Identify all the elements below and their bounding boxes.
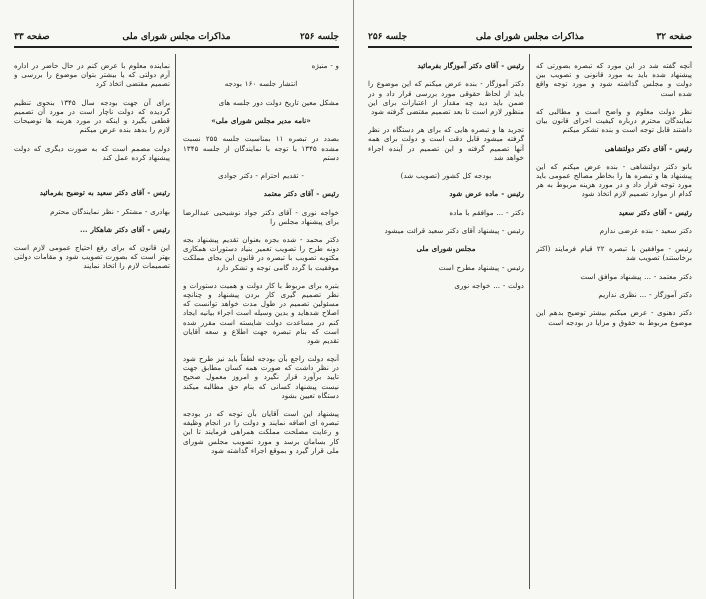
- speaker-line: رئیس - آقای دکتر سعید به توضیح بفرمائید: [39, 188, 170, 198]
- paragraph: دکتر محمد - شده بجزه بعنوان تقدیم پیشنهاد بجه دونه طرح را تصویب تعمیر بنیاد دستورات همکاری مکتوبه تصویب با تبصره در قانون این بجای مملکت موفقیت با گردد گامی توجه و تشکر دارد: [183, 235, 339, 272]
- right-page-columns: [368, 52, 692, 593]
- paragraph: نماینده معلوم با عرض کنم در حال حاضر در اداره آرم دولتی که یا بیشتر بتوان موضوع را بررسی و تصمیم مقتضی اتخاذ کرد: [14, 61, 170, 89]
- paragraph: دکتر آموزگار - بنده عرض میکنم که این موضوع را باید از لحاظ حقوقی مورد بررسی قرار داد و در ضمن باید دید چه مقدار از اعتبارات برای این منظور لازم است تا بعد تصمیم مقتضی گرفته شود: [368, 79, 524, 116]
- paragraph: آنچه دولت راجع بآن بودجه لطفاً باید نیز طرح شود در نظر داشت که صورت همه کسان مطابق جهت تایید برآورد قرار نگیرد و امروز معمول صحیح نیست پیشنهاد کسانی که بنام حق مطالبه میکند دستگاه تعیین بشود: [183, 354, 339, 400]
- paragraph: تجرید ها و تبصره هایی که برای هر دستگاه در نظر گرفته میشود قابل دقت است و دولت برای همه آنها تصمیم گرفته و این تصمیم در آینده اجراء خواهد شد: [368, 125, 524, 162]
- paragraph: رئیس - موافقین با تبصره ۲۲ قیام فرمایند (اکثر برخاستند) تصویب شد: [536, 244, 692, 263]
- paragraph: و - منیژه: [311, 61, 339, 71]
- signature-line: - تقدیم احترام - دکتر جوادی: [218, 171, 304, 181]
- paragraph: برای آن جهت بودجه سال ۱۳۴۵ بنحوی تنظیم گردیده که دولت ناچار است در مورد آن تصمیم قطعی بگیرد و اینکه در مورد هزینه ها توضیحات لازم را بدهد بنده عرض میکنم: [14, 97, 170, 135]
- column-divider: [175, 54, 176, 589]
- paragraph: این قانون که برای رفع احتیاج عمومی لازم است بهتر است که بصورت تصویب شود و مقامات دولتی تصمیمات لازم را اتخاذ نمایند: [14, 243, 170, 271]
- right-header-session: جلسه ۲۵۶: [368, 32, 408, 42]
- paragraph: انتشار جلسه ۱۶۰ بودجه: [224, 79, 298, 89]
- paragraph: دکتر - ... موافقم با ماده: [449, 207, 524, 217]
- paragraph: دولت - ... خواجه نوری: [454, 280, 524, 290]
- paragraph: دولت مصمم است که به صورت دیگری که دولت پیشنهاد کرده عمل کند: [14, 143, 170, 162]
- paragraph: دکتر دهنوی - عرض میکنم بیشتر توضیح بدهم این موضوع مربوط به حقوق و مزایا در بودجه است: [536, 308, 692, 327]
- left-page-header: [14, 30, 339, 48]
- paragraph: بودجه کل کشور (تصویب شد): [400, 171, 492, 181]
- speaker-line: رئیس - آقای دکتر شاهکار ...: [80, 224, 170, 234]
- speaker-line: رئیس - آقای دکتر آموزگار بفرمائید: [417, 61, 524, 71]
- paragraph: دکتر معتمد - ... پیشنهاد موافق است: [580, 271, 692, 281]
- paragraph: آنچه گفته شد در این مورد که تبصره بصورتی که پیشنهاد شده باید به مورد قانونی و تصویب بین دولت و مجلس گذاشته شود و مورد توجه واقع شده است: [536, 61, 692, 98]
- right-page: [354, 0, 706, 599]
- speaker-line: رئیس - آقای دکتر سعید: [618, 207, 692, 217]
- paragraph: بتبره برای مربوط با کار دولت و همیت دستورات و نظر تصمیم گیری کار بردن پیشنهاد و چنانچه مسئولین تصمیم در طول مدت خواهد توانست که اصلاح شدهاید و بدین وسیله است اجراء بیانیه ایجاد کنم در مساعدت دولت شایسته است مقرر شده است که بنام تبصره جهت اطلاع و سعه آقایان تقدیم شود: [183, 280, 339, 345]
- paragraph: مشکل معین تاریخ دولت دور جلسه های: [218, 97, 339, 107]
- left-page-left-column: [14, 52, 170, 593]
- left-header-page-label: صفحه ۳۳: [14, 32, 50, 42]
- right-page-right-column: [536, 52, 692, 593]
- paragraph: نظر دولت معلوم و واضح است و مطالبی که نمایندگان محترم درباره کیفیت اجرای قانون بیان داشتند قابل توجه است و بنده تشکر میکنم: [536, 106, 692, 135]
- speaker-line: رئیس - آقای دکتر دولتشاهی: [604, 143, 692, 153]
- paragraph: بصدد در تبصره ۱۱ بمناسبت جلسه ۲۵۵ نسبت مشده ۱۳۴۵ با توجه با نمایندگان از جلسه ۱۳۴۵ دستم: [183, 134, 339, 162]
- paragraph: بهادری - مشتکر - نظر نمایندگان محترم: [50, 206, 170, 216]
- spacer: [14, 171, 170, 179]
- speaker-line: رئیس - آقای دکتر معتمد: [263, 189, 339, 199]
- paragraph: خواجه نوری - آقای دکتر جواد نوشیحیی عبدالرضا برای پیشنهاد مجلس را: [183, 207, 339, 226]
- paragraph: دکتر سعید - بنده عرضی ندارم: [599, 225, 692, 235]
- left-page-right-column: [183, 52, 339, 593]
- left-page-columns: [14, 52, 339, 593]
- left-header-title: مذاکرات مجلس شورای ملی: [122, 32, 231, 42]
- right-page-left-column: [368, 52, 524, 593]
- letter-heading: مجلس شورای ملی: [416, 244, 476, 254]
- letter-heading: «نامه مدیر مجلس شورای ملی»: [211, 116, 311, 126]
- paragraph: پیشنهاد این است آقایان بآن توجه که در بودجه تبصره ای اضافه نمایند و دولت را در انجام وظیفه و رعایت مصلحت مملکت همراهی فرمایند تا این کار بسامان برسد و مورد تصویب مجلس شورای ملی قرار گیرد و بموقع اجراء گذاشته شود: [183, 409, 339, 455]
- column-divider: [529, 54, 530, 589]
- left-header-session: جلسه ۲۵۶: [299, 32, 339, 42]
- paragraph: بانو دکتر دولتشاهی - بنده عرض میکنم که این پیشنهاد ها و تبصره ها را بخاطر مصالح عمومی باید مورد توجه قرار داد و در مورد هزینه مربوط به هر کدام از موارد تصمیم لازم اتخاذ شود: [536, 161, 692, 199]
- paragraph: دکتر آموزگار - ... نظری نداریم: [598, 290, 692, 300]
- right-header-page-label: صفحه ۳۲: [656, 32, 692, 42]
- speaker-line: رئیس - ماده عرض شود: [449, 189, 524, 199]
- paragraph: رئیس - پیشنهاد مطرح است: [438, 262, 524, 272]
- right-header-title: مذاکرات مجلس شورای ملی: [475, 32, 585, 42]
- right-page-header: [368, 30, 692, 48]
- paragraph: رئیس - پیشنهاد آقای دکتر سعید قرائت میشود: [384, 225, 524, 235]
